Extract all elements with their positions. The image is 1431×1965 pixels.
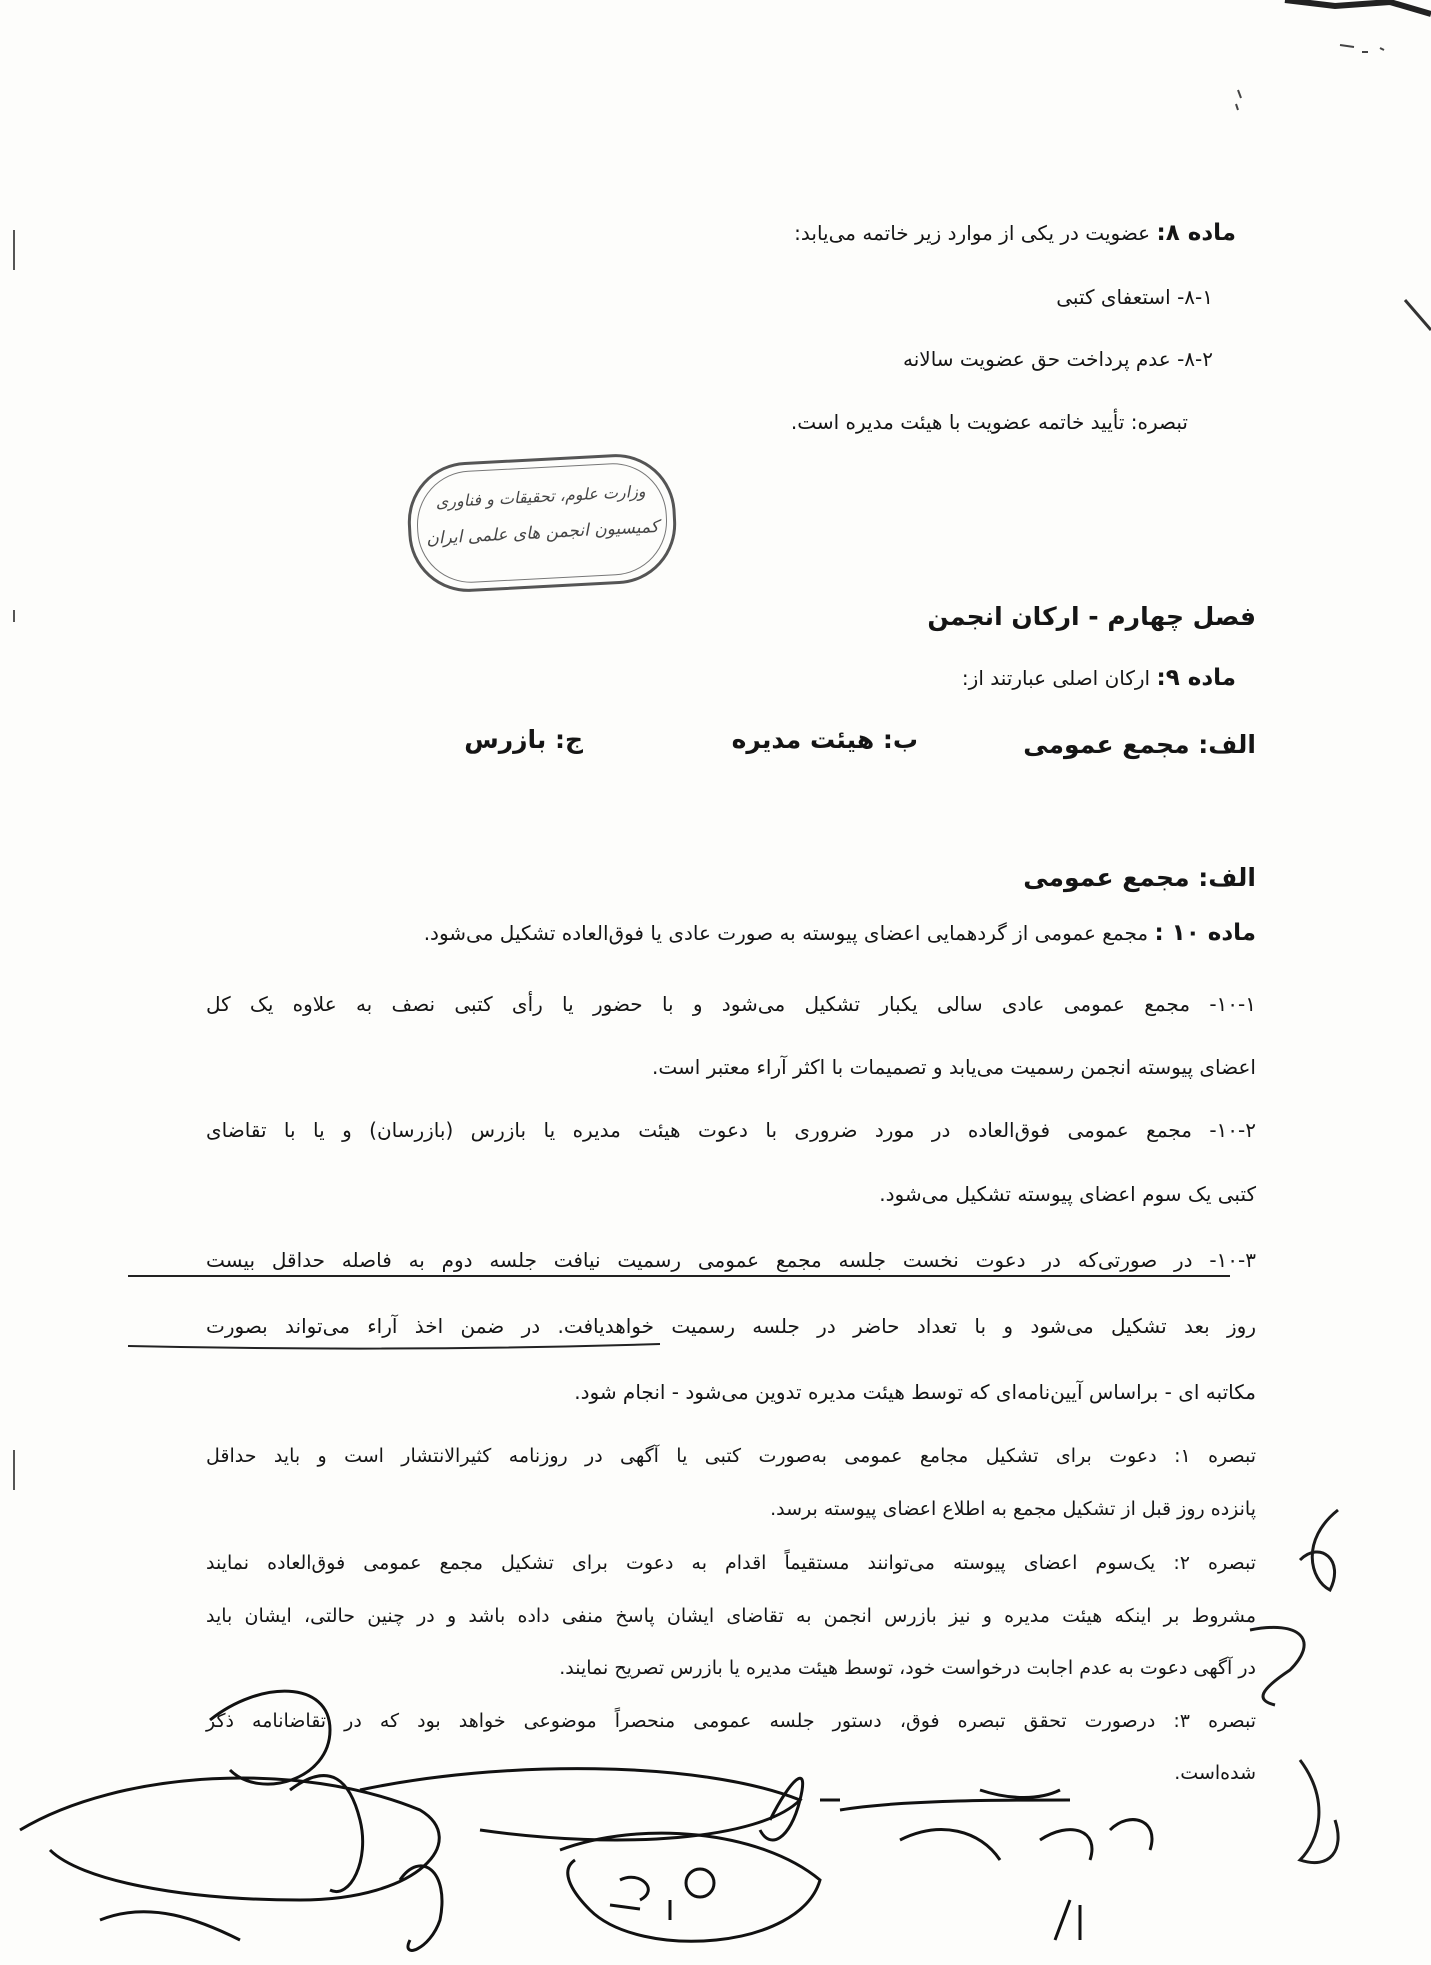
article-10-3-line-1-text: ۱۰-۳- در صورتی‌که در دعوت نخست جلسه مجمع عمومی رسمیت نیافت جلسه دوم به فاصله حداقل بیست	[206, 1248, 1256, 1272]
article-10-text: مجمع عمومی از گردهمایی اعضای پیوسته به صورت عادی یا فوق‌العاده تشکیل می‌شود.	[423, 921, 1149, 945]
stamp-line-2: کمیسیون انجمن های علمی ایران	[425, 516, 660, 550]
note-2-line-1: تبصره ۲: یک‌سوم اعضای پیوسته می‌توانند مستقیماً اقدام به دعوت برای تشکیل مجمع عمومی فوق‌العاده نمایند	[206, 1552, 1256, 1574]
article-8-item-1: ۸-۱- استعفای کتبی	[1056, 285, 1213, 309]
underline-mark	[128, 1344, 660, 1349]
bottom-signatures	[20, 1691, 1152, 1950]
note-1-line-1: تبصره ۱: دعوت برای تشکیل مجامع عمومی به‌صورت کتبی یا آگهی در روزنامه کثیرالانتشار است و باید حداقل	[206, 1445, 1257, 1467]
note-2-line-3: در آگهی دعوت به عدم اجابت درخواست خود، توسط هیئت مدیره یا بازرس تصریح نمایند.	[559, 1657, 1256, 1679]
note-1-line-2: پانزده روز قبل از تشکیل مجمع به اطلاع اعضای پیوسته برسد.	[770, 1498, 1256, 1520]
scan-edge-mark	[1405, 300, 1431, 330]
article-10-1-line-2: اعضای پیوسته انجمن رسمیت می‌یابد و تصمیمات با اکثر آراء معتبر است.	[652, 1055, 1256, 1079]
article-10-2-line-2: کتبی یک سوم اعضای پیوسته تشکیل می‌شود.	[879, 1182, 1256, 1206]
organ-inspector: ج: بازرس	[464, 725, 583, 754]
scan-speck	[1236, 45, 1384, 110]
margin-signature	[1250, 1510, 1338, 1863]
article-10-2-line-1: ۱۰-۲- مجمع عمومی فوق‌العاده در مورد ضروری با دعوت هیئت مدیره یا بازرس (بازرسان) و یا با تقاضای	[206, 1118, 1256, 1142]
article-8-note: تبصره: تأیید خاتمه عضویت با هیئت مدیره است.	[790, 410, 1188, 434]
organ-general-assembly: الف: مجمع عمومی	[1023, 730, 1256, 759]
article-10-3-line-2: روز بعد تشکیل می‌شود و با تعداد حاضر در جلسه رسمیت خواهدیافت. در ضمن اخذ آراء می‌تواند بصورت	[206, 1314, 1256, 1338]
article-8-item-2: ۸-۲- عدم پرداخت حق عضویت سالانه	[903, 347, 1213, 371]
article-10-1-line-1: ۱۰-۱- مجمع عمومی عادی سالی یکبار تشکیل می‌شود و با حضور یا رأی کتبی نصف به علاوه یک کل	[206, 992, 1256, 1016]
note-3-line-2: شده‌است.	[1174, 1762, 1256, 1784]
article-8-text: عضویت در یکی از موارد زیر خاتمه می‌یابد:	[794, 221, 1151, 245]
article-8-label: ماده ۸:	[1156, 220, 1236, 246]
note-2-line-2: مشروط بر اینکه هیئت مدیره و نیز بازرس انجمن به تقاضای ایشان پاسخ منفی داده باشد و در چنین حالتی، ایشان باید	[206, 1605, 1256, 1627]
article-9-label: ماده ۹:	[1156, 665, 1236, 691]
chapter-4-title: فصل چهارم - ارکان انجمن	[927, 602, 1256, 631]
article-9-text: ارکان اصلی عبارتند از:	[961, 666, 1151, 690]
organ-board-of-directors: ب: هیئت مدیره	[731, 725, 918, 754]
stamp-line-1: وزارت علوم، تحقیقات و فناوری	[435, 481, 646, 512]
note-3-line-1: تبصره ۳: درصورت تحقق تبصره فوق، دستور جلسه عمومی منحصراً موضوعی خواهد بود که در تقاضانامه ذکر	[206, 1710, 1257, 1732]
article-10-label: ماده ۱۰ :	[1154, 920, 1256, 946]
scan-edge-mark	[1285, 0, 1431, 14]
article-10-3-line-3: مکاتبه ای - براساس آیین‌نامه‌ای که توسط هیئت مدیره تدوین می‌شود - انجام شود.	[574, 1380, 1256, 1404]
section-a-heading: الف: مجمع عمومی	[1023, 863, 1256, 892]
